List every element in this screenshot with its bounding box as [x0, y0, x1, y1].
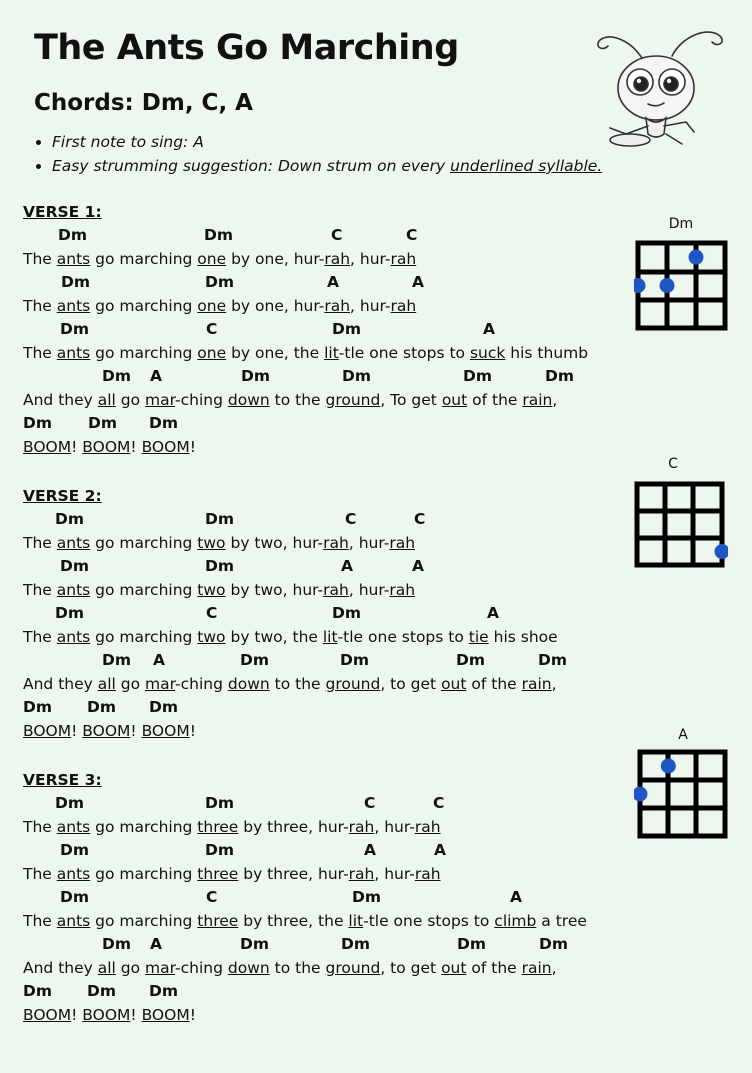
chord: Dm [240, 935, 270, 953]
chord: Dm [87, 698, 117, 716]
chord-chart-name: A [678, 727, 688, 743]
chord: A [487, 604, 499, 622]
strum-syllable: mar [145, 675, 176, 693]
chord: A [510, 888, 522, 906]
chord: Dm [538, 651, 568, 669]
chord: Dm [60, 841, 90, 859]
chord-chart-a [634, 727, 728, 843]
chord-row [23, 933, 623, 956]
chord: Dm [204, 226, 234, 244]
verse-2 [23, 485, 623, 743]
chord: A [412, 557, 424, 575]
chord-chart-dm [634, 216, 728, 332]
chord-row [23, 555, 623, 578]
chord: Dm [55, 510, 85, 528]
lyric-line: The ants go marching three by three, the lit-tle one stops to climb a tree [23, 912, 587, 930]
strum-syllable: ground [325, 959, 381, 977]
verse-label: VERSE 2: [23, 487, 102, 505]
lyric-line: The ants go marching three by three, hur-rah, hur-rah [23, 865, 441, 883]
lyric-line: The ants go marching two by two, hur-rah, hur-rah [23, 581, 416, 599]
strum-syllable: BOOM [23, 438, 72, 456]
chord: Dm [55, 604, 85, 622]
strum-syllable: rah [348, 865, 375, 883]
chord: Dm [340, 651, 370, 669]
chord: Dm [102, 367, 132, 385]
chord: Dm [341, 935, 371, 953]
lyric-line: BOOM! BOOM! BOOM! [23, 1006, 196, 1024]
lyric-line: The ants go marching one by one, the lit-tle one stops to suck his thumb [23, 344, 589, 362]
strum-syllable: BOOM [82, 722, 131, 740]
strum-syllable: ants [56, 865, 91, 883]
chord-row [23, 696, 623, 719]
chord: C [206, 604, 218, 622]
strum-syllable: two [197, 534, 226, 552]
chord: A [412, 273, 424, 291]
strumming-suggestion: • Easy strumming suggestion: Down strum on every underlined syllable. [52, 154, 602, 178]
finger-dot [661, 759, 676, 774]
strum-syllable: ants [56, 250, 91, 268]
fretboard [634, 480, 728, 572]
strum-syllable: rah [414, 818, 441, 836]
lyric-line: BOOM! BOOM! BOOM! [23, 438, 196, 456]
strum-syllable: BOOM [141, 1006, 190, 1024]
strum-syllable: ants [56, 628, 91, 646]
strum-syllable: one [197, 344, 227, 362]
strum-syllable: out [441, 959, 467, 977]
chord-row [23, 365, 623, 388]
chord-row [23, 980, 623, 1003]
strum-syllable: rah [324, 250, 351, 268]
chord: Dm [332, 604, 362, 622]
strum-syllable: one [197, 250, 227, 268]
strum-syllable: tie [468, 628, 489, 646]
lyric-line: And they all go mar-ching down to the ground, to get out of the rain, [23, 959, 557, 977]
strum-syllable: ground [325, 675, 381, 693]
chord-row [23, 602, 623, 625]
chord-row [23, 412, 623, 435]
chord: Dm [60, 557, 90, 575]
chord-row [23, 224, 623, 247]
chord: Dm [88, 414, 118, 432]
finger-dot [634, 278, 646, 293]
strum-syllable: three [197, 865, 239, 883]
strum-syllable: all [97, 391, 116, 409]
chord: A [341, 557, 353, 575]
chord: A [364, 841, 376, 859]
chord: Dm [55, 794, 85, 812]
strum-syllable: BOOM [23, 722, 72, 740]
chord: C [364, 794, 376, 812]
chord: Dm [149, 414, 179, 432]
strum-syllable: three [197, 818, 239, 836]
strum-syllable: out [441, 391, 468, 409]
chords-list: Chords: Dm, C, A [34, 90, 253, 116]
chord: C [331, 226, 343, 244]
strum-syllable: BOOM [82, 438, 131, 456]
strum-syllable: rah [390, 250, 417, 268]
chord-chart-name: C [668, 456, 678, 472]
chord: Dm [58, 226, 88, 244]
chord: C [206, 888, 218, 906]
chord: Dm [102, 935, 132, 953]
chord: Dm [87, 982, 117, 1000]
chord: A [153, 651, 165, 669]
strum-syllable: BOOM [141, 438, 190, 456]
strum-syllable: down [227, 391, 270, 409]
chord: Dm [23, 982, 53, 1000]
chord: C [433, 794, 445, 812]
strum-syllable: rah [323, 534, 349, 552]
strum-syllable: rah [323, 581, 349, 599]
strum-syllable: ants [56, 344, 91, 362]
strum-syllable: rain [522, 391, 553, 409]
chord: A [150, 935, 162, 953]
strum-syllable: BOOM [141, 722, 190, 740]
strum-syllable: three [197, 912, 239, 930]
chord: Dm [463, 367, 493, 385]
chord-row [23, 649, 623, 672]
strum-syllable: mar [145, 391, 176, 409]
chord: Dm [205, 794, 235, 812]
chord: Dm [205, 841, 235, 859]
chord: C [345, 510, 357, 528]
lyric-line: BOOM! BOOM! BOOM! [23, 722, 196, 740]
chord: Dm [241, 367, 271, 385]
chord: Dm [457, 935, 487, 953]
strum-syllable: ants [56, 297, 91, 315]
chord: Dm [240, 651, 270, 669]
chord-row [23, 318, 623, 341]
strum-syllable: two [197, 628, 226, 646]
strum-syllable: out [441, 675, 467, 693]
finger-dot [634, 787, 648, 802]
chord: C [406, 226, 418, 244]
chord: Dm [205, 273, 235, 291]
lyric-line: The ants go marching two by two, hur-rah, hur-rah [23, 534, 416, 552]
fretboard-frame [638, 243, 725, 328]
chord: Dm [332, 320, 362, 338]
chord: Dm [205, 557, 235, 575]
strum-syllable: all [97, 959, 116, 977]
chord: Dm [342, 367, 372, 385]
finger-dot [715, 544, 729, 559]
finger-dot [660, 278, 675, 293]
chord: Dm [205, 510, 235, 528]
strum-syllable: rah [348, 818, 375, 836]
chord-chart-name: Dm [668, 216, 694, 232]
chord: A [150, 367, 162, 385]
strum-syllable: lit [324, 344, 339, 362]
strum-syllable: ants [56, 912, 91, 930]
fretboard [634, 240, 728, 332]
strum-syllable: rah [389, 534, 416, 552]
chord: Dm [102, 651, 132, 669]
chord-row [23, 792, 623, 815]
strum-syllable: ground [325, 391, 381, 409]
strum-syllable: two [197, 581, 226, 599]
strum-syllable: ants [56, 581, 91, 599]
chord: Dm [539, 935, 569, 953]
fretboard-frame [637, 484, 722, 565]
chord: C [206, 320, 218, 338]
lyric-line: The ants go marching one by one, hur-rah, hur-rah [23, 250, 417, 268]
chord: Dm [352, 888, 382, 906]
chord: Dm [60, 320, 90, 338]
strum-syllable: BOOM [82, 1006, 131, 1024]
chord-row [23, 271, 623, 294]
chord: A [434, 841, 446, 859]
first-note: • First note to sing: A [52, 130, 602, 154]
strum-syllable: down [227, 675, 270, 693]
strum-syllable: suck [469, 344, 506, 362]
chord: Dm [149, 698, 179, 716]
chord-chart-c [634, 456, 728, 572]
strum-syllable: climb [494, 912, 537, 930]
lyric-line: The ants go marching two by two, the lit-tle one stops to tie his shoe [23, 628, 558, 646]
strum-syllable: rain [521, 959, 552, 977]
chord: Dm [61, 273, 91, 291]
strum-syllable: rah [390, 297, 417, 315]
strum-syllable: rah [324, 297, 351, 315]
strum-syllable: rah [389, 581, 416, 599]
strum-syllable: down [227, 959, 270, 977]
chord-row [23, 886, 623, 909]
lyric-line: The ants go marching three by three, hur-rah, hur-rah [23, 818, 441, 836]
lyric-line: The ants go marching one by one, hur-rah, hur-rah [23, 297, 417, 315]
chord-row [23, 839, 623, 862]
fretboard [634, 749, 728, 841]
strum-syllable: all [97, 675, 116, 693]
ant-illustration [590, 22, 730, 150]
strum-syllable: one [197, 297, 227, 315]
chord: Dm [545, 367, 575, 385]
chord: Dm [23, 698, 53, 716]
chord: C [414, 510, 426, 528]
chord: Dm [149, 982, 179, 1000]
lyric-line: And they all go mar-ching down to the ground, to get out of the rain, [23, 675, 557, 693]
verse-3 [23, 769, 623, 1027]
notes-list [30, 130, 602, 178]
verse-1 [23, 201, 623, 459]
finger-dot [689, 250, 704, 265]
verse-label: VERSE 3: [23, 771, 102, 789]
chord: Dm [60, 888, 90, 906]
strum-syllable: BOOM [23, 1006, 72, 1024]
verse-label: VERSE 1: [23, 203, 102, 221]
strum-syllable: mar [145, 959, 176, 977]
strum-syllable: ants [56, 818, 91, 836]
lyric-line: And they all go mar-ching down to the ground, To get out of the rain, [23, 391, 558, 409]
chord: Dm [456, 651, 486, 669]
strum-syllable: lit [322, 628, 338, 646]
strum-syllable: ants [56, 534, 91, 552]
strum-syllable: rah [414, 865, 441, 883]
chord: A [483, 320, 495, 338]
chord: A [327, 273, 339, 291]
chord-row [23, 508, 623, 531]
fretboard-frame [640, 752, 725, 836]
song-title: The Ants Go Marching [34, 28, 459, 68]
strum-syllable: rain [521, 675, 552, 693]
strum-syllable: lit [348, 912, 364, 930]
chord: Dm [23, 414, 53, 432]
